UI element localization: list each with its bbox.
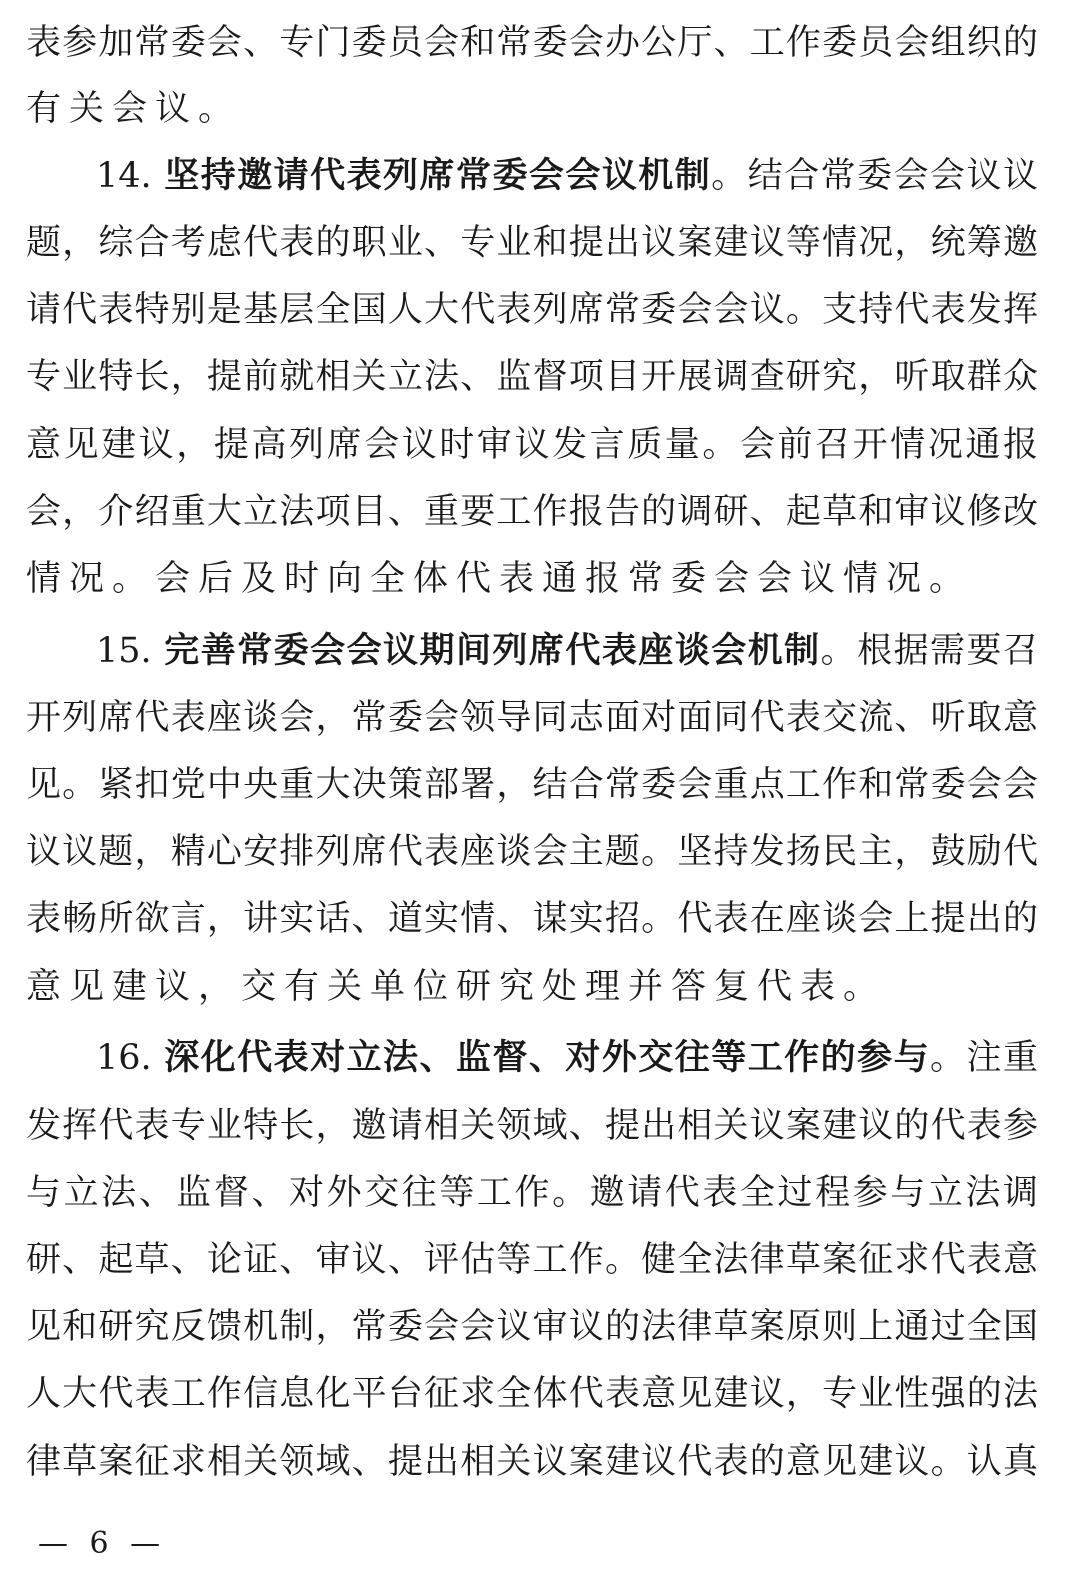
section-number: 16. [96,1038,152,1078]
text-line: 题，综合考虑代表的职业、专业和提出议案建议等情况，统筹邀 [26,223,1038,263]
text-line: 发挥代表专业特长，邀请相关领域、提出相关议案建议的代表参 [26,1106,1038,1146]
page-number: — 6 — [38,1526,167,1561]
text-line: 见和研究反馈机制，常委会会议审议的法律草案原则上通过全国 [26,1307,1038,1347]
text-line: 见。紧扣党中央重大决策部署，结合常委会重点工作和常委会会 [26,765,1038,805]
section-heading: 深化代表对立法、监督、对外交往等工作的参与 [164,1037,931,1078]
text-line: 表参加常委会、专门委员会和常委会办公厅、工作委员会组织的 [26,23,1038,63]
text-line: 情况。会后及时向全体代表通报常委会会议情况。 [26,559,973,599]
text-fragment: 。结合常委会会议议 [711,156,1038,196]
text-line: 研、起草、论证、审议、评估等工作。健全法律草案征求代表意 [26,1240,1038,1280]
text-line: 意见建议，提高列席会议时审议发言质量。会前召开情况通报 [26,425,1038,465]
text-line: 请代表特别是基层全国人大代表列席常委会会议。支持代表发挥 [26,290,1038,330]
text-line: 人大代表工作信息化平台征求全体代表意见建议，专业性强的法 [26,1374,1038,1414]
text-line: 专业特长，提前就相关立法、监督项目开展调查研究，听取群众 [26,357,1038,397]
text-fragment: 。根据需要召 [820,631,1038,671]
section-number: 15. [96,631,152,671]
text-line: 律草案征求相关领域、提出相关议案建议代表的意见建议。认真 [26,1442,1038,1482]
text-fragment: 。注重 [930,1038,1038,1078]
text-line: 有关会议。 [26,89,242,129]
section-heading: 完善常委会会议期间列席代表座谈会机制 [164,630,821,671]
section-15-heading-line [96,626,1038,676]
text-line: 意见建议，交有关单位研究处理并答复代表。 [26,967,887,1007]
section-14-heading-line [96,151,1038,201]
text-line: 表畅所欲言，讲实话、道实情、谋实招。代表在座谈会上提出的 [26,899,1038,939]
text-line: 开列席代表座谈会，常委会领导同志面对面同代表交流、听取意 [26,698,1038,738]
section-16-heading-line [96,1033,1038,1083]
section-heading: 坚持邀请代表列席常委会会议机制 [164,155,712,196]
text-line: 与立法、监督、对外交往等工作。邀请代表全过程参与立法调 [26,1173,1038,1213]
text-line: 议议题，精心安排列席代表座谈会主题。坚持发扬民主，鼓励代 [26,832,1038,872]
section-number: 14. [96,156,152,196]
text-line: 会，介绍重大立法项目、重要工作报告的调研、起草和审议修改 [26,492,1038,532]
